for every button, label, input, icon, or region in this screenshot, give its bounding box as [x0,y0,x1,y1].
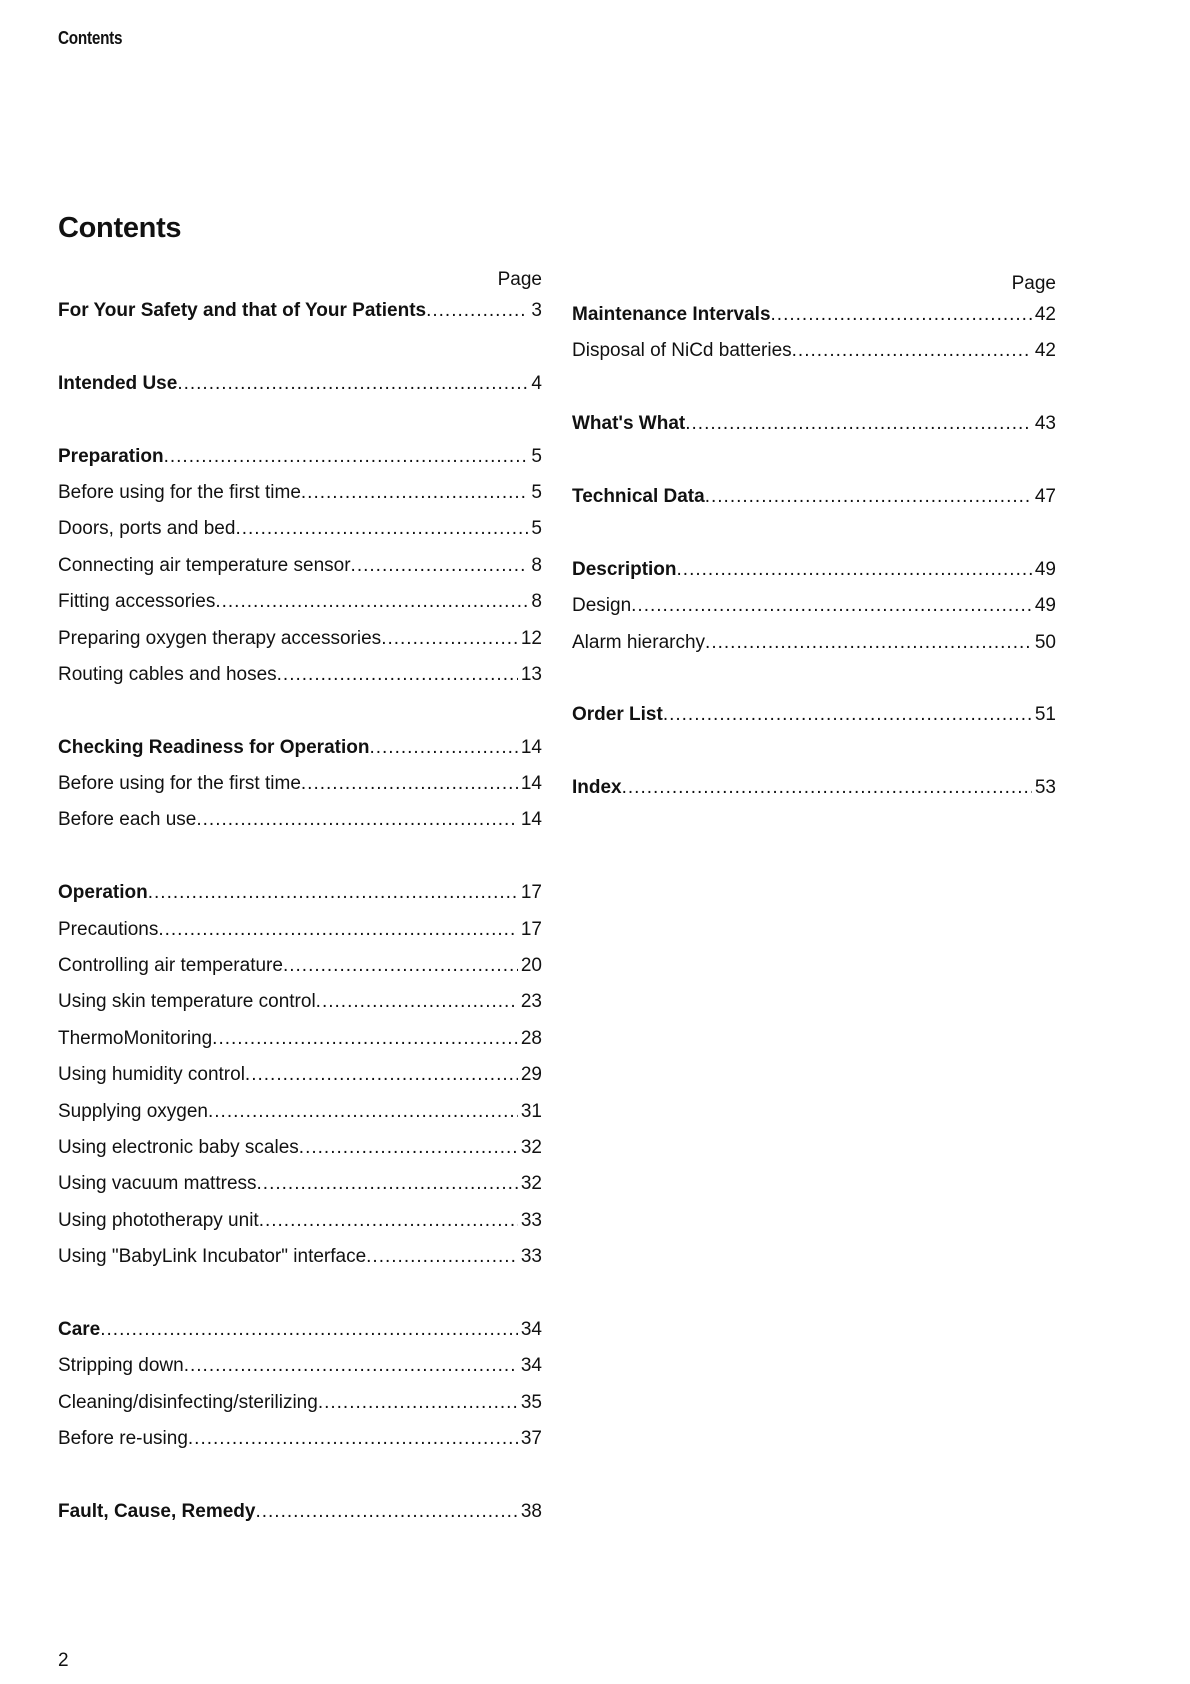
toc-entry[interactable] [58,1210,542,1246]
toc-entry[interactable] [572,595,1056,631]
toc-entry-label: Before using for the first time [58,481,301,503]
toc-entry-label: Stripping down [58,1355,184,1377]
dot-leader [663,704,1032,726]
toc-entry-label: ThermoMonitoring [58,1027,213,1049]
toc-entry[interactable] [58,555,542,591]
dot-leader [705,632,1032,654]
toc-entry[interactable] [572,486,1056,522]
toc-entry-label: Using electronic baby scales [58,1136,299,1158]
toc-entry-page: 33 [520,1246,542,1268]
toc-entry[interactable] [58,955,542,991]
toc-entry-label: Design [572,595,632,617]
dot-leader [212,1028,518,1050]
dot-leader [148,882,518,904]
dot-leader [771,304,1032,326]
toc-entry[interactable] [58,1501,542,1537]
toc-entry-label: Using skin temperature control [58,991,316,1013]
dot-leader [277,664,518,686]
toc-entry[interactable] [58,882,542,918]
footer-page-number: 2 [58,1650,69,1671]
toc-entry-page: 20 [520,955,542,977]
toc-entry-label: Routing cables and hoses [58,663,277,685]
toc-entry[interactable] [572,304,1056,340]
toc-entry-page: 35 [520,1391,542,1413]
toc-entry[interactable] [58,919,542,955]
toc-entry-page: 29 [520,1064,542,1086]
toc-entry-page: 14 [520,809,542,831]
toc-entry-page: 38 [520,1500,542,1522]
toc-entry[interactable] [58,773,542,809]
toc-entry[interactable] [572,632,1056,668]
toc-entry-label: Cleaning/disinfecting/sterilizing [58,1391,318,1413]
dot-leader [426,300,528,322]
toc-entry[interactable] [58,1173,542,1209]
toc-entry-page: 28 [520,1027,542,1049]
toc-list-left [58,300,542,1537]
toc-entry[interactable] [572,704,1056,740]
toc-entry-label: Doors, ports and bed [58,518,236,540]
toc-entry-page: 5 [531,518,542,540]
toc-entry-page: 53 [1034,777,1056,799]
toc-entry[interactable] [58,1137,542,1173]
toc-entry-label: Fault, Cause, Remedy [58,1500,256,1522]
dot-leader [622,777,1032,799]
toc-entry-page: 34 [520,1318,542,1340]
toc-entry-page: 17 [520,882,542,904]
toc-entry-label: Intended Use [58,372,178,394]
toc-entry-page: 42 [1034,304,1056,325]
dot-leader [255,1501,517,1523]
toc-entry-label: For Your Safety and that of Your Patients [58,300,427,321]
toc-entry-label: Order List [572,704,663,726]
dot-leader [631,595,1032,617]
dot-leader [215,591,528,613]
toc-entry[interactable] [572,559,1056,595]
toc-entry[interactable] [572,777,1056,813]
toc-entry-label: Using phototherapy unit [58,1209,259,1231]
toc-entry-label: Alarm hierarchy [572,631,706,653]
toc-entry-page: 8 [531,591,542,613]
dot-leader [196,809,517,831]
toc-entry[interactable] [58,373,542,409]
dot-leader [235,518,528,540]
toc-entry-label: What's What [572,413,686,435]
toc-entry-label: Checking Readiness for Operation [58,736,370,758]
dot-leader [177,373,528,395]
toc-entry[interactable] [58,809,542,845]
toc-entry[interactable] [572,413,1056,449]
toc-entry-page: 3 [531,300,542,321]
toc-entry-label: Fitting accessories [58,591,216,613]
toc-entry-page: 8 [531,554,542,576]
toc-entry-label: Connecting air temperature sensor [58,554,351,576]
toc-entry-label: Using "BabyLink Incubator" interface [58,1246,367,1268]
page-column-label: Page [497,269,542,290]
toc-entry-page: 47 [1034,485,1056,507]
toc-entry-label: Using humidity control [58,1064,245,1086]
toc-entry-page: 14 [520,773,542,795]
toc-entry-page: 4 [531,372,542,394]
toc-entry-label: Before each use [58,809,197,831]
page-column-label: Page [1011,273,1056,294]
toc-entry[interactable] [58,300,542,336]
page-title: Contents [58,212,182,244]
toc-entry[interactable] [58,1428,542,1464]
toc-entry[interactable] [58,1355,542,1391]
toc-entry-page: 42 [1034,340,1056,362]
dot-leader [685,413,1032,435]
dot-leader [188,1428,518,1450]
toc-entry[interactable] [58,991,542,1027]
dot-leader [301,773,518,795]
toc-entry-label: Description [572,558,677,580]
toc-entry-label: Preparation [58,445,164,467]
dot-leader [301,482,529,504]
toc-entry-page: 5 [531,445,542,467]
dot-leader [792,340,1032,362]
toc-entry[interactable] [58,446,542,482]
dot-leader [318,1392,518,1414]
toc-entry-page: 50 [1034,631,1056,653]
toc-entry[interactable] [58,1392,542,1428]
dot-leader [381,628,518,650]
toc-entry[interactable] [58,1319,542,1355]
running-header: Contents [58,28,123,48]
toc-entry[interactable] [58,591,542,627]
dot-leader [100,1319,518,1341]
dot-leader [351,555,529,577]
toc-entry[interactable] [58,1101,542,1137]
toc-entry-page: 51 [1034,704,1056,726]
toc-list-right [572,304,1056,813]
toc-entry-page: 37 [520,1428,542,1450]
toc-entry-page: 13 [520,663,542,685]
toc-entry-label: Precautions [58,918,159,940]
dot-leader [366,1246,518,1268]
toc-entry-page: 31 [520,1100,542,1122]
dot-leader [158,919,518,941]
toc-entry-label: Preparing oxygen therapy accessories [58,627,382,649]
toc-entry-label: Disposal of NiCd batteries [572,340,792,362]
toc-entry-page: 49 [1034,558,1056,580]
toc-entry[interactable] [58,1028,542,1064]
toc-entry[interactable] [58,1064,542,1100]
toc-entry-label: Maintenance Intervals [572,304,771,325]
toc-right-column [572,270,1056,813]
toc-entry-page: 23 [520,991,542,1013]
toc-entry-page: 32 [520,1136,542,1158]
toc-entry-page: 34 [520,1355,542,1377]
toc-entry-page: 5 [531,481,542,503]
toc-entry[interactable] [58,482,542,518]
toc-entry-label: Controlling air temperature [58,955,283,977]
dot-leader [369,737,517,759]
toc-entry-page: 12 [520,627,542,649]
toc-entry-page: 32 [520,1173,542,1195]
toc-entry-page: 43 [1034,413,1056,435]
toc-left-column [58,266,542,1537]
toc-entry-label: Index [572,777,622,799]
toc-entry[interactable] [58,737,542,773]
toc-entry-page: 49 [1034,595,1056,617]
toc-entry-page: 14 [520,736,542,758]
dot-leader [257,1173,518,1195]
dot-leader [299,1137,518,1159]
dot-leader [677,559,1032,581]
toc-entry-label: Using vacuum mattress [58,1173,257,1195]
toc-entry[interactable] [58,628,542,664]
dot-leader [705,486,1032,508]
dot-leader [316,991,518,1013]
dot-leader [259,1210,518,1232]
toc-entry-label: Operation [58,882,148,904]
toc-entry-label: Before re-using [58,1428,188,1450]
toc-entry-page: 17 [520,918,542,940]
toc-entry-label: Supplying oxygen [58,1100,208,1122]
dot-leader [164,446,529,468]
toc-entry[interactable] [58,1246,542,1282]
dot-leader [245,1064,518,1086]
dot-leader [184,1355,518,1377]
toc-entry-label: Technical Data [572,485,705,507]
toc-entry[interactable] [58,518,542,554]
toc-entry-label: Before using for the first time [58,773,301,795]
toc-entry-label: Care [58,1318,101,1340]
toc-entry[interactable] [58,664,542,700]
dot-leader [283,955,518,977]
toc-entry-page: 33 [520,1209,542,1231]
dot-leader [208,1101,518,1123]
toc-entry[interactable] [572,340,1056,376]
